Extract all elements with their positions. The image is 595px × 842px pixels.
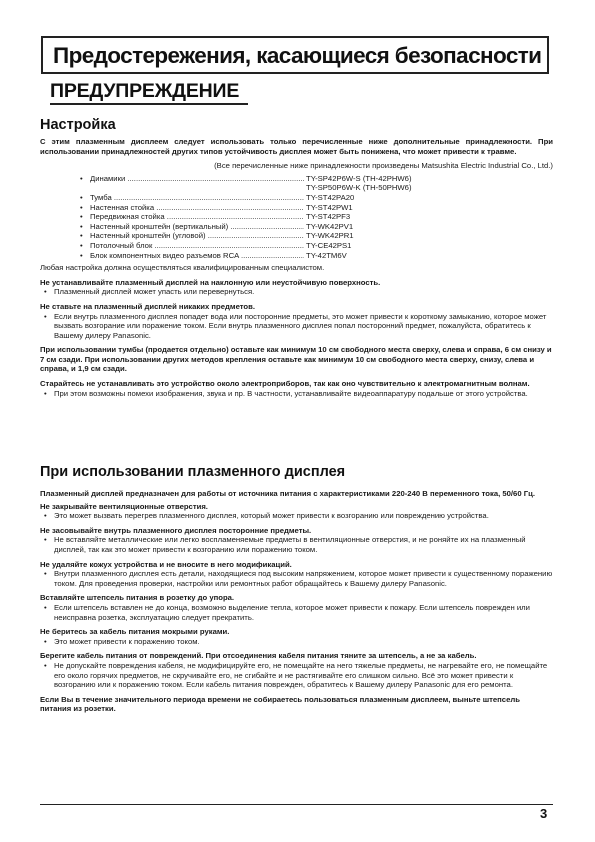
warning-bullet: • Не вставляйте металлические или легко воспламеняемые предметы в вентиляционные отверстия, и не роняйте их на плазменный дисплей, так как это может привести к возгоранию или поражению током.	[40, 535, 553, 554]
warning-title: Берегите кабель питания от повреждений. При отсоединения кабеля питания тяните за штепсель, а не за кабель.	[40, 651, 477, 661]
accessory-model: TY-SP50P6W-K (TH-50PHW6)	[306, 183, 412, 193]
page-number: 3	[540, 806, 548, 821]
accessory-model: TY-42TM6V	[306, 250, 347, 260]
warning-bullet: • Плазменный дисплей может упасть или перевернуться.	[40, 287, 553, 297]
usage-heading: При использовании плазменного дисплея	[40, 464, 346, 480]
warning-heading: ПРЕДУПРЕЖДЕНИЕ	[50, 80, 240, 102]
warning-bullet: • Это может вызвать перегрев плазменного дисплея, который может привести к возгоранию или повреждению устройства.	[40, 511, 553, 521]
warning-bullet: • Это может привести к поражению током.	[40, 637, 553, 647]
accessory-name: Настенный кронштейн (угловой) .....	[90, 231, 304, 241]
accessory-name: Передвижная стойка .....	[90, 212, 304, 222]
bullet-icon: •	[80, 202, 83, 212]
footer-divider	[40, 804, 553, 805]
bullet-icon: •	[80, 192, 83, 202]
warning-title: Не закрывайте вентиляционные отверстия.	[40, 501, 208, 511]
warning-title: Не устанавливайте плазменный дисплей на наклонную или неустойчивую поверхность.	[40, 277, 381, 287]
accessories-list	[40, 174, 553, 260]
qualified-note: Любая настройка должна осуществляться квалифицированным специалистом.	[40, 263, 325, 273]
list-item	[40, 183, 553, 193]
accessory-model: TY-ST42PW1	[306, 202, 353, 212]
warning-bullet: • Внутри плазменного дисплея есть детали, находящиеся под высоким напряжением, которое может привести к существенному поражению током. Для проведения проверки, настройки или ремонтных работ обращайтесь к Вашему дилеру Panasonic.	[40, 569, 553, 588]
accessory-model: TY-ST42PA20	[306, 192, 355, 202]
accessory-name: Тумба .....	[90, 193, 304, 203]
title-box	[41, 36, 549, 74]
list-item	[40, 212, 553, 222]
setup-section	[40, 137, 553, 398]
warning-title: Старайтесь не устанавливать это устройство около электроприборов, так как оно чувствительно к электромагнитным волнам.	[40, 379, 530, 389]
warning-bullet: • При этом возможны помехи изображения, звука и пр. В частности, устанавливайте видеоаппаратуру подальше от этого устройства.	[40, 389, 553, 399]
usage-section	[40, 489, 553, 714]
unplug-warning: Если Вы в течение значительного периода времени не собираетесь пользоваться плазменным дисплеем, выньте штепсель питания из розетки.	[40, 694, 520, 714]
list-item	[40, 203, 553, 213]
bullet-icon: •	[80, 221, 83, 231]
bullet-icon: •	[80, 240, 83, 250]
warning-underline	[50, 103, 248, 105]
warning-title: Вставляйте штепсель питания в розетку до упора.	[40, 593, 235, 603]
accessory-model: TY-ST42PF3	[306, 212, 351, 222]
power-intro: Плазменный дисплей предназначен для работы от источника питания с характеристиками 220-240 В переменного тока, 50/60 Гц.	[40, 489, 535, 498]
clearance-warning: При использовании тумбы (продается отдельно) оставьте как минимум 10 см свободного места сверху, слева и справа, 6 см снизу и 7 см сзади. При использовании других методов крепления оставьте как минимум 10 см свободного места сверху, снизу, слева и справа, и 1,9 см сзади.	[40, 345, 552, 374]
list-item	[40, 174, 553, 184]
warning-bullet: • Если штепсель вставлен не до конца, возможно выделение тепла, которое может привести к пожару. Если штепсель поврежден или неисправна розетка, эксплуатацию следует прекратить.	[40, 603, 553, 622]
bullet-icon: •	[80, 250, 83, 260]
list-item	[40, 251, 553, 261]
list-item	[40, 241, 553, 251]
list-item	[40, 193, 553, 203]
accessory-name: Настенный кронштейн (вертикальный) .....	[90, 222, 304, 232]
accessory-model: TY-SP42P6W-S (TH-42PHW6)	[306, 173, 412, 183]
accessories-note: (Все перечисленные ниже принадлежности произведены Matsushita Electric Industrial Co., Ltd.)	[214, 161, 553, 171]
warning-title: Не засовывайте внутрь плазменного дисплея посторонние предметы.	[40, 525, 312, 535]
accessory-name: Блок компонентных видео разъемов RCA .....	[90, 251, 304, 261]
bullet-icon: •	[80, 212, 83, 222]
warning-bullet: • Не допускайте повреждения кабеля, не модифицируйте его, не помещайте на него тяжелые предметы, не нагревайте его, не помещайте его около горячих предметов, не скручивайте его, не сгибайте и не растягивайте его слишком сильно. Всё это может привести к возгоранию или к поражению током. Если кабель питания поврежден, обратитесь к Вашему дилеру Panasonic для его ремонта.	[40, 661, 553, 690]
accessory-model: TY-WK42PV1	[306, 221, 354, 231]
warning-title: Не удаляйте кожух устройства и не вносите в него модификаций.	[40, 559, 292, 569]
warning-title: Не беритесь за кабель питания мокрыми руками.	[40, 627, 230, 637]
accessory-model: TY-CE42PS1	[306, 240, 352, 250]
bullet-icon: •	[80, 173, 83, 183]
accessory-model: TY-WK42PR1	[306, 231, 354, 241]
list-item	[40, 222, 553, 232]
accessory-name: Потолочный блок .....	[90, 241, 304, 251]
warning-bullet: • Если внутрь плазменного дисплея попадет вода или посторонние предметы, это может привести к короткому замыканию, которое может вызвать возгорание или поражение током. Если внутрь плазменного дисплея попал посторонний предмет, пожалуйста, обратитесь к Вашему дилеру Panasonic.	[40, 312, 553, 341]
bullet-icon: •	[80, 231, 83, 241]
accessory-name: Динамики .....	[90, 174, 304, 184]
accessory-name: Настенная стойка .....	[90, 203, 304, 213]
setup-heading: Настройка	[40, 117, 116, 133]
setup-intro: С этим плазменным дисплеем следует использовать только перечисленные ниже дополнительные принадлежности. При использовании принадлежностей других типов устойчивость дисплея может быть понижена, что может привести к травме.	[40, 137, 553, 156]
page-title: Предостережения, касающиеся безопасности	[53, 43, 542, 68]
list-item	[40, 231, 553, 241]
warning-title: Не ставьте на плазменный дисплей никаких предметов.	[40, 301, 255, 311]
